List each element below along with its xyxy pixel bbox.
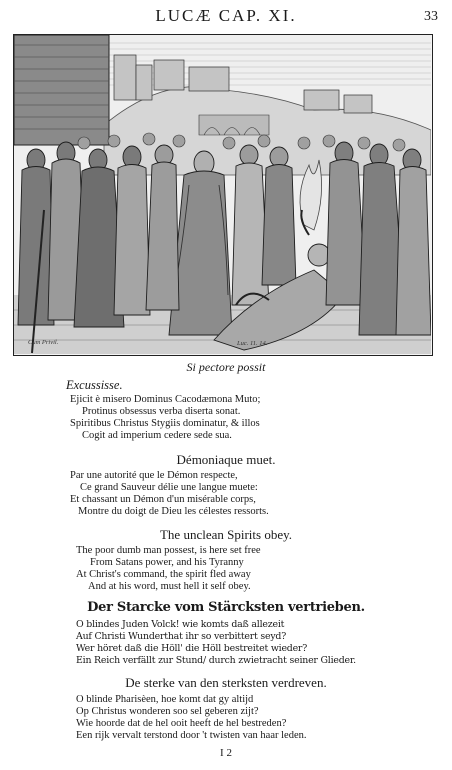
latin-line: Spiritibus Christus Stygiis dominatur, & illos [70, 418, 260, 429]
french-line: Montre du doigt de Dieu les célestes ressorts. [78, 506, 269, 517]
english-line: And at his word, must hell it self obey. [88, 581, 251, 592]
dutch-heading: De sterke van den sterksten verdreven. [125, 675, 327, 690]
latin-line: Cogit ad imperium cedere sede sua. [82, 430, 232, 441]
french-line: Ce grand Sauveur délie une langue muete: [80, 482, 258, 493]
plate-caption-privilege: Cum Privil. [28, 339, 59, 346]
french-line: Par une autorité que le Démon respecte, [70, 470, 238, 481]
german-heading: Der Starcke vom Stärcksten vertrieben. [87, 600, 365, 615]
page-number: 33 [424, 9, 438, 24]
english-heading: The unclean Spirits obey. [159, 527, 292, 542]
chapter-title: LUCÆ CAP. XI. [155, 6, 297, 25]
engraving-illustration [14, 35, 431, 354]
english-line: At Christ's command, the spirit fled away [76, 569, 251, 580]
latin-line: Ejicit è misero Dominus Cacodæmona Muto; [70, 394, 261, 405]
latin-line: Protinus obsessus verba diserta sonat. [82, 406, 241, 417]
german-line: O blindes Juden Volck! wie komts daß allezeit [76, 619, 285, 630]
running-header [0, 6, 452, 30]
german-line: Auf Christi Wunderthat ihr so verbittert seyd? [76, 631, 287, 642]
motto: Si pectore possit [186, 360, 266, 374]
german-line: Ein Reich verfällt zur Stund/ durch zwietracht seiner Glieder. [76, 655, 356, 666]
signature-mark: I 2 [220, 747, 232, 759]
dutch-line: Wie hoorde dat de hel ooit heeft de hel bestreden? [76, 718, 287, 729]
engraving-plate [13, 34, 433, 356]
plate-caption-reference: Luc. 11. 14. [237, 340, 268, 347]
german-line: Wer höret daß die Höll' die Höll bestreitet wieder? [76, 643, 308, 654]
dutch-line: O blinde Pharisèen, hoe komt dat gy altijd [76, 694, 254, 705]
english-line: From Satans power, and his Tyranny [90, 557, 244, 568]
french-line: Et chassant un Démon d'un misérable corps, [70, 494, 256, 505]
french-heading: Démoniaque muet. [176, 452, 276, 467]
dutch-line: Een rijk vervalt terstond door 't twisten van haar leden. [76, 730, 307, 741]
english-line: The poor dumb man possest, is here set free [76, 545, 261, 556]
latin-lead: Excussisse. [66, 378, 123, 392]
dutch-line: Op Christus wonderen soo sel geberen zijt? [76, 706, 259, 717]
